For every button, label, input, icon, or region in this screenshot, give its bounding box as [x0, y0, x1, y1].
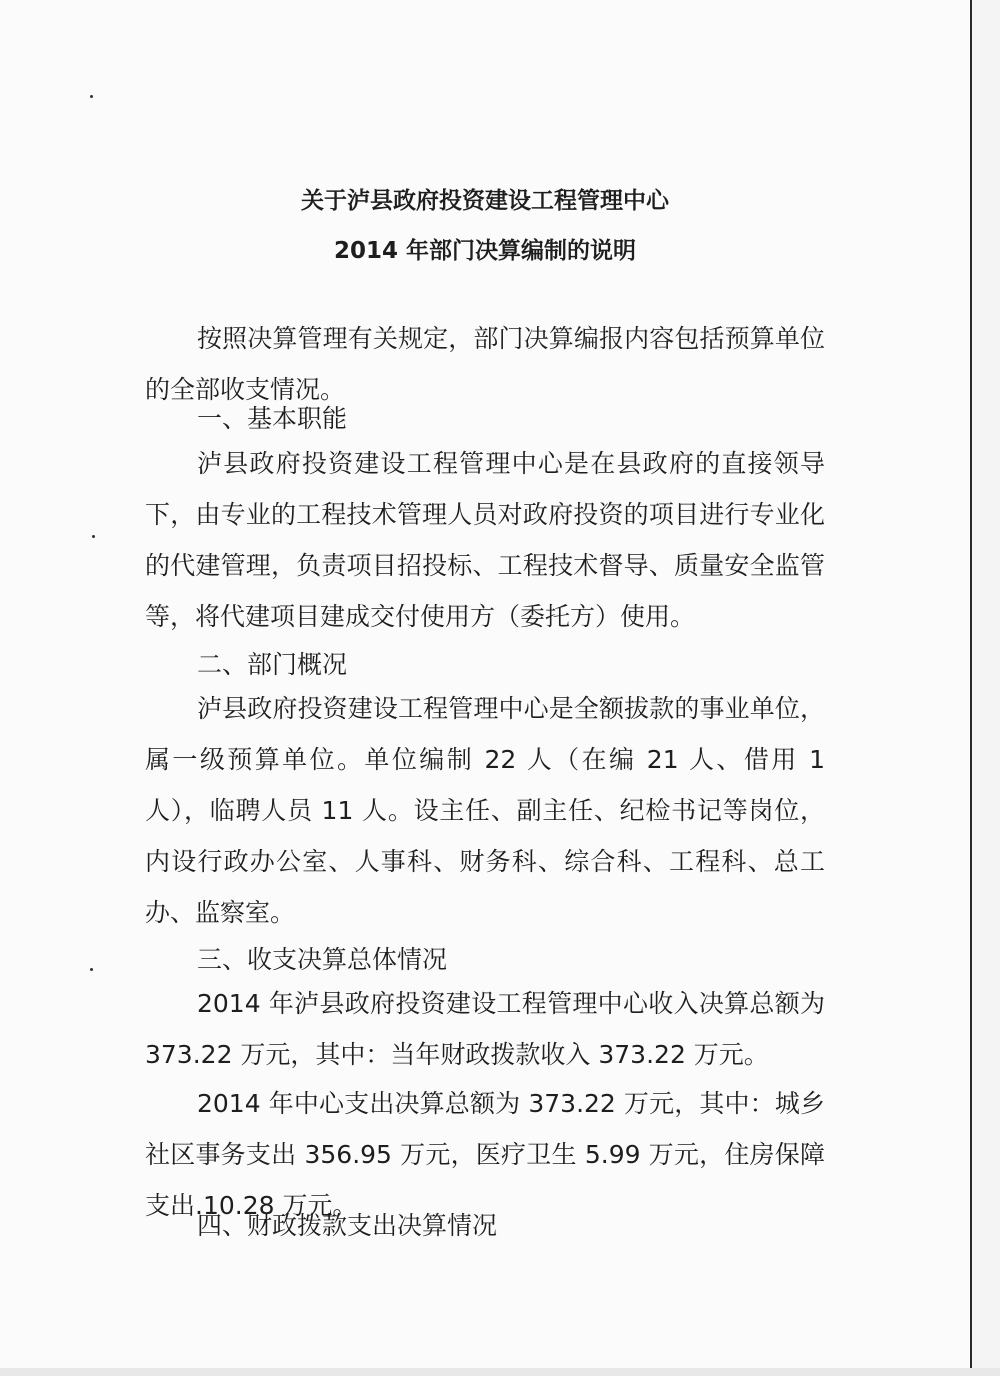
section-heading-functions: 一、基本职能	[197, 404, 348, 433]
section-heading-summary: 三、收支决算总体情况	[197, 945, 448, 974]
scan-speck	[90, 968, 93, 971]
document-title-line2: 2014 年部门决算编制的说明	[333, 238, 637, 264]
document-title-line1: 关于泸县政府投资建设工程管理中心	[301, 188, 669, 214]
section-body-overview: 泸县政府投资建设工程管理中心是全额拔款的事业单位，属一级预算单位。单位编制 22 人（在编 21 人、借用 1 人），临聘人员 11 人。设主任、副主任、纪检书记等岗位，内设行政办公室、人事科、财务科、综合科、工程科、总工办、监察室。	[145, 694, 825, 927]
scan-speck	[90, 95, 93, 98]
scan-speck	[92, 535, 95, 538]
section-heading-overview: 二、部门概况	[197, 650, 348, 679]
scan-edge	[970, 0, 972, 1376]
section-heading-appropriation: 四、财政拨款支出决算情况	[197, 1211, 498, 1240]
section-body-income: 2014 年泸县政府投资建设工程管理中心收入决算总额为 373.22 万元，其中：当年财政拨款收入 373.22 万元。	[145, 989, 825, 1069]
section-body-expense: 2014 年中心支出决算总额为 373.22 万元，其中：城乡社区事务支出 356.95 万元，医疗卫生 5.99 万元，住房保障支出.10.28 万元。	[145, 1089, 825, 1220]
section-body-functions: 泸县政府投资建设工程管理中心是在县政府的直接领导下，由专业的工程技术管理人员对政府投资的项目进行专业化的代建管理，负责项目招投标、工程技术督导、质量安全监管等，将代建项目建成交付使用方（委托方）使用。	[145, 449, 825, 631]
intro-paragraph: 按照决算管理有关规定，部门决算编报内容包括预算单位的全部收支情况。	[145, 324, 825, 404]
scan-border	[0, 1368, 1000, 1376]
